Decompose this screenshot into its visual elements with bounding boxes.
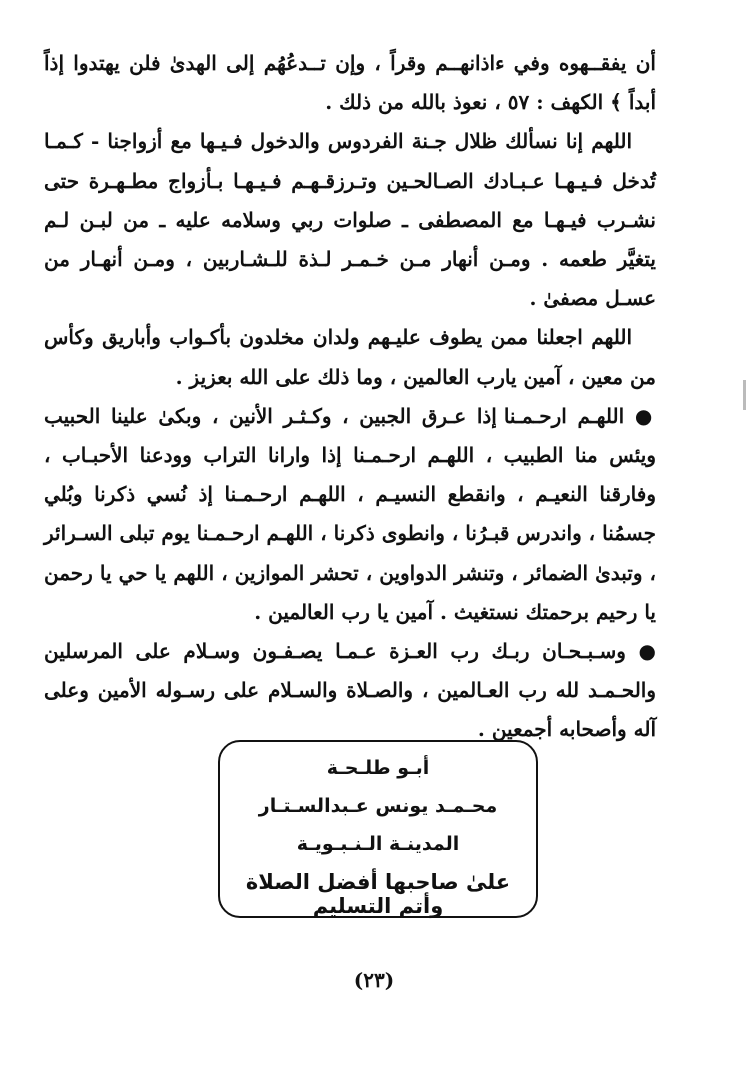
paragraph-2-text: اللهم إنا نسألك ظلال جـنة الفردوس والدخول فـيـها مع أزواجنا - كـمـا تُدخل فـيـهـا عـبـادك الصـالحـين وتـرزقـهـم فـيـهـا بـأزواج مطـهـرة حتى نشـرب فيـهـا مع المصطفى ـ صلوات ربي وسلامه عليه ـ من لبـن لـم يتغيَّر طعمه . ومـن أنهار مـن خـمـر لـذة للـشـاربين ، ومـن أنهـار من عسـل مصفىٰ .: [44, 129, 656, 311]
paragraph-4-seg-4: إذا وارانا التراب وودعنا الأحبـاب ، وفارقنا النعيـم ، وانقطع النسيـم ،: [44, 443, 656, 507]
signature-full-name: محـمـد يونس عـبدالسـتـار: [258, 795, 498, 817]
highlighted-phrase: اللهـم ارحـمـنا: [503, 403, 625, 428]
paragraph-4-seg-6: إذ نُسي ذكرنا وبُلي جسمُنا ، واندرس قبـرُنا ، وانطوى ذكرنا ،: [44, 482, 656, 546]
paragraph-3-text: اللهم اجعلنا ممن يطوف عليـهم ولدان مخلدون بأكـواب وأباريق وكأس من معين ، آمين يارب العالمين ، وما ذلك على الله بعزيز .: [44, 325, 656, 389]
signature-blessing: علىٰ صاحبها أفضل الصلاة وأتم التسليم: [245, 870, 511, 918]
paragraph-1-text: أن يفقــهوه وفي ءاذانهــم وقراً ، وإن تــدعُهُم إلى الهدىٰ فلن يهتدوا إذاً أبداً ﴾ الكهف : ٥٧ ، نعوذ بالله من ذلك .: [44, 51, 656, 115]
paragraph-1: [44, 44, 656, 122]
scan-artifact: [743, 380, 746, 410]
body-text: [44, 44, 656, 750]
highlighted-phrase: اللهـم ارحـمـنا: [224, 482, 346, 507]
signature-kunya: أبـو طلـحـة: [326, 757, 430, 779]
signature-box: [218, 740, 538, 918]
paragraph-5-text: ● وسـبـحـان ربـك رب العـزة عـمـا يصـفـون وسـلام على المرسلين والحـمـد لله رب العـالمين ، والصـلاة والسـلام على رسـوله الأمين وعلى آله وأصحابه أجمعين .: [44, 639, 657, 742]
highlighted-phrase: اللهـم ارحـمـنا: [353, 443, 475, 468]
signature-city: المدينـة الـنـبـويـة: [296, 833, 460, 855]
paragraph-4-seg-0: ●: [624, 403, 656, 428]
page-number: (٢٣): [353, 968, 395, 992]
paragraph-4: [44, 397, 656, 632]
paragraph-2: [44, 122, 656, 318]
paragraph-5: [44, 632, 656, 750]
paragraph-4-seg-2: إذا عـرق الجبين ، وكـثـر الأنين ، وبكىٰ علينا الحبيب ويئس منا الطبيب ،: [44, 403, 657, 468]
highlighted-phrase: اللهـم ارحـمـنا: [196, 521, 314, 546]
paragraph-4-seg-8: يوم تبلى السـرائر ، وتبدىٰ الضمائر ، وتنشر الدواوين ، تحشر الموازين ، اللهم يا حي يا رحمن يا رحيم برحمتك نستغيث . آمين يا رب العالمين .: [44, 521, 656, 624]
paragraph-3: [44, 318, 656, 396]
